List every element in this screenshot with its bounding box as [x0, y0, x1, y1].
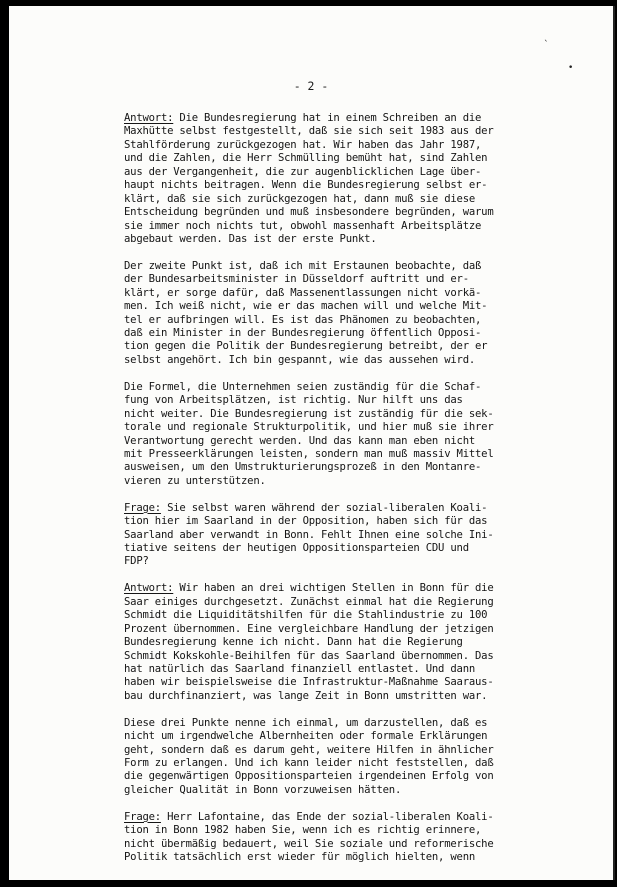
line-text: geht, sondern daß es darum geht, weitere Hilfen in ähnlicher	[124, 743, 494, 756]
line-text: der Bundesarbeitsminister in Düsseldorf auftritt und er-	[124, 273, 469, 286]
line-text: Schmidt Kokskohle-Beihilfen für das Saarland übernommen. Das	[124, 649, 494, 662]
text-line	[124, 717, 564, 730]
text-line	[124, 851, 564, 864]
text-line	[124, 744, 564, 757]
line-text: haben wir beispielsweise die Infrastruktur-Maßnahme Saaraus-	[124, 676, 494, 689]
line-text: bau durchfinanziert, was lange Zeit in Bonn umstritten war.	[124, 689, 488, 702]
paragraph	[124, 260, 564, 368]
text-line	[124, 502, 564, 515]
text-line	[124, 152, 564, 165]
line-text: men. Ich weiß nicht, wie er das machen will und welche Mit-	[124, 300, 488, 313]
text-line	[124, 193, 564, 206]
paragraph	[124, 381, 564, 489]
line-text: Diese drei Punkte nenne ich einmal, um darzustellen, daß es	[124, 716, 488, 729]
line-text: klärt, er sorge dafür, daß Massenentlassungen nicht vorkä-	[124, 286, 482, 299]
text-line	[124, 730, 564, 743]
line-text: Bundesregierung kenne ich nicht. Dann hat die Regierung	[124, 636, 463, 649]
text-line	[124, 408, 564, 421]
text-line	[124, 435, 564, 448]
line-text: Saar einiges durchgesetzt. Zunächst einmal hat die Regierung	[124, 595, 494, 608]
line-text: daß ein Minister in der Bundesregierung öffentlich Opposi-	[124, 327, 482, 339]
text-line	[124, 220, 564, 233]
text-line	[124, 636, 564, 649]
text-line	[124, 770, 564, 783]
text-line	[124, 112, 564, 125]
scan-mark: ˋ	[544, 40, 549, 50]
text-line	[124, 542, 564, 555]
text-line	[124, 179, 564, 192]
line-text: nicht weiter. Die Bundesregierung ist zuständig für die sek-	[124, 407, 494, 420]
text-line	[124, 233, 564, 246]
line-text: Wir haben an drei wichtigen Stellen in Bonn für die	[173, 582, 494, 595]
line-text: Verantwortung gerecht werden. Und das kann man eben nicht	[124, 434, 476, 447]
line-text: tion in Bonn 1982 haben Sie, wenn ich es richtig erinnere,	[124, 824, 482, 837]
line-text: Politik tatsächlich erst wieder für möglich hielten, wenn	[124, 851, 476, 864]
text-line	[124, 166, 564, 179]
line-text: Sie selbst waren während der sozial-liberalen Koali-	[160, 501, 488, 514]
text-line	[124, 287, 564, 300]
line-text: Schmidt die Liquiditätshilfen für die Stahlindustrie zu 100	[124, 609, 488, 622]
text-line	[124, 461, 564, 474]
line-text: Form zu erlangen. Und ich kann leider nicht feststellen, daß	[124, 757, 494, 769]
text-line	[124, 381, 564, 394]
text-line	[124, 300, 564, 313]
text-line	[124, 475, 564, 488]
line-text: Stahlförderung zurückgezogen hat. Wir haben das Jahr 1987,	[124, 138, 482, 151]
line-text: tiative seitens der heutigen Oppositionsparteien CDU und	[124, 542, 469, 554]
line-text: selbst angehört. Ich bin gespannt, wie das aussehen wird.	[124, 353, 476, 366]
paragraph	[124, 112, 564, 246]
line-text: die gegenwärtigen Oppositionsparteien irgendeinen Erfolg von	[124, 770, 494, 783]
line-text: Maxhütte selbst festgestellt, daß sie sich seit 1983 aus der	[124, 125, 494, 138]
text-line	[124, 596, 564, 609]
speaker-label: Antwort:	[124, 112, 174, 124]
document-body	[124, 112, 564, 878]
line-text: Der zweite Punkt ist, daß ich mit Erstaunen beobachte, daß	[124, 259, 482, 272]
text-line	[124, 838, 564, 851]
text-line	[124, 354, 564, 367]
page-number: - 2 -	[293, 79, 329, 93]
text-line	[124, 650, 564, 663]
line-text: torale und regionale Strukturpolitik, und hier muß sie ihrer	[124, 421, 494, 434]
line-text: nicht um irgendwelche Albernheiten oder formale Erklärungen	[124, 730, 488, 743]
line-text: tel er aufbringen will. Es ist das Phänomen zu beobachten,	[124, 313, 482, 326]
line-text: sie immer noch nichts tut, obwohl massenhaft Arbeitsplätze	[124, 219, 482, 232]
text-line	[124, 260, 564, 273]
line-text: abgebaut werden. Das ist der erste Punkt.	[124, 232, 377, 245]
speaker-label: Antwort:	[124, 582, 174, 595]
paragraph	[124, 582, 564, 703]
text-line	[124, 757, 564, 770]
line-text: gleicher Qualität in Bonn vorzuweisen hätten.	[124, 783, 402, 796]
text-line	[124, 327, 564, 340]
text-line	[124, 125, 564, 138]
text-line	[124, 340, 564, 353]
text-line	[124, 811, 564, 824]
line-text: klärt, daß sie sich zurückgezogen hat, dann muß sie diese	[124, 192, 476, 205]
scan-mark: •	[568, 63, 574, 73]
text-line	[124, 206, 564, 219]
line-text: Saarland aber verwandt in Bonn. Fehlt Ihnen eine solche Ini-	[124, 528, 494, 541]
text-line	[124, 448, 564, 461]
line-text: fung von Arbeitsplätzen, ist richtig. Nur hilft uns das	[124, 394, 463, 407]
speaker-label: Frage:	[124, 501, 161, 514]
text-line	[124, 314, 564, 327]
line-text: nicht übermäßig bedauert, weil Sie soziale und reformerische	[124, 837, 494, 850]
line-text: Entscheidung begründen und muß insbesondere begründen, warum	[124, 206, 494, 219]
text-line	[124, 784, 564, 797]
text-line	[124, 421, 564, 434]
text-line	[124, 515, 564, 528]
text-line	[124, 555, 564, 568]
line-text: mit Presseerklärungen leisten, sondern man muß massiv Mittel	[124, 447, 494, 460]
line-text: aus der Vergangenheit, die zur augenblicklichen Lage über-	[124, 165, 482, 178]
text-line	[124, 676, 564, 689]
text-line	[124, 529, 564, 542]
line-text: ausweisen, um den Umstrukturierungsprozeß in den Montanre-	[124, 461, 482, 474]
text-line	[124, 582, 564, 595]
text-line	[124, 139, 564, 152]
text-line	[124, 623, 564, 636]
line-text: vieren zu unterstützen.	[124, 474, 266, 487]
text-line	[124, 824, 564, 837]
text-line	[124, 273, 564, 286]
line-text: tion hier im Saarland in der Opposition, haben sich für das	[124, 515, 488, 528]
line-text: Prozent übernommen. Eine vergleichbare Handlung der jetzigen	[124, 622, 494, 635]
paragraph	[124, 717, 564, 798]
line-text: Die Formel, die Unternehmen seien zuständig für die Schaf-	[124, 380, 482, 393]
text-line	[124, 663, 564, 676]
speaker-label: Frage:	[124, 810, 161, 823]
line-text: tion gegen die Politik der Bundesregierung betreibt, der er	[124, 340, 488, 353]
text-line	[124, 394, 564, 407]
paragraph	[124, 811, 564, 865]
line-text: Herr Lafontaine, das Ende der sozial-liberalen Koali-	[160, 810, 494, 823]
line-text: FDP?	[124, 555, 149, 568]
paragraph	[124, 502, 564, 569]
text-line	[124, 609, 564, 622]
document-page	[9, 6, 615, 880]
line-text: haupt nichts beitragen. Wenn die Bundesregierung selbst er-	[124, 179, 488, 192]
line-text: und die Zahlen, die Herr Schmülling bemüht hat, sind Zahlen	[124, 152, 488, 165]
line-text: hat natürlich das Saarland finanziell entlastet. Und dann	[124, 662, 476, 675]
line-text: Die Bundesregierung hat in einem Schreiben an die	[173, 112, 482, 124]
text-line	[124, 690, 564, 703]
